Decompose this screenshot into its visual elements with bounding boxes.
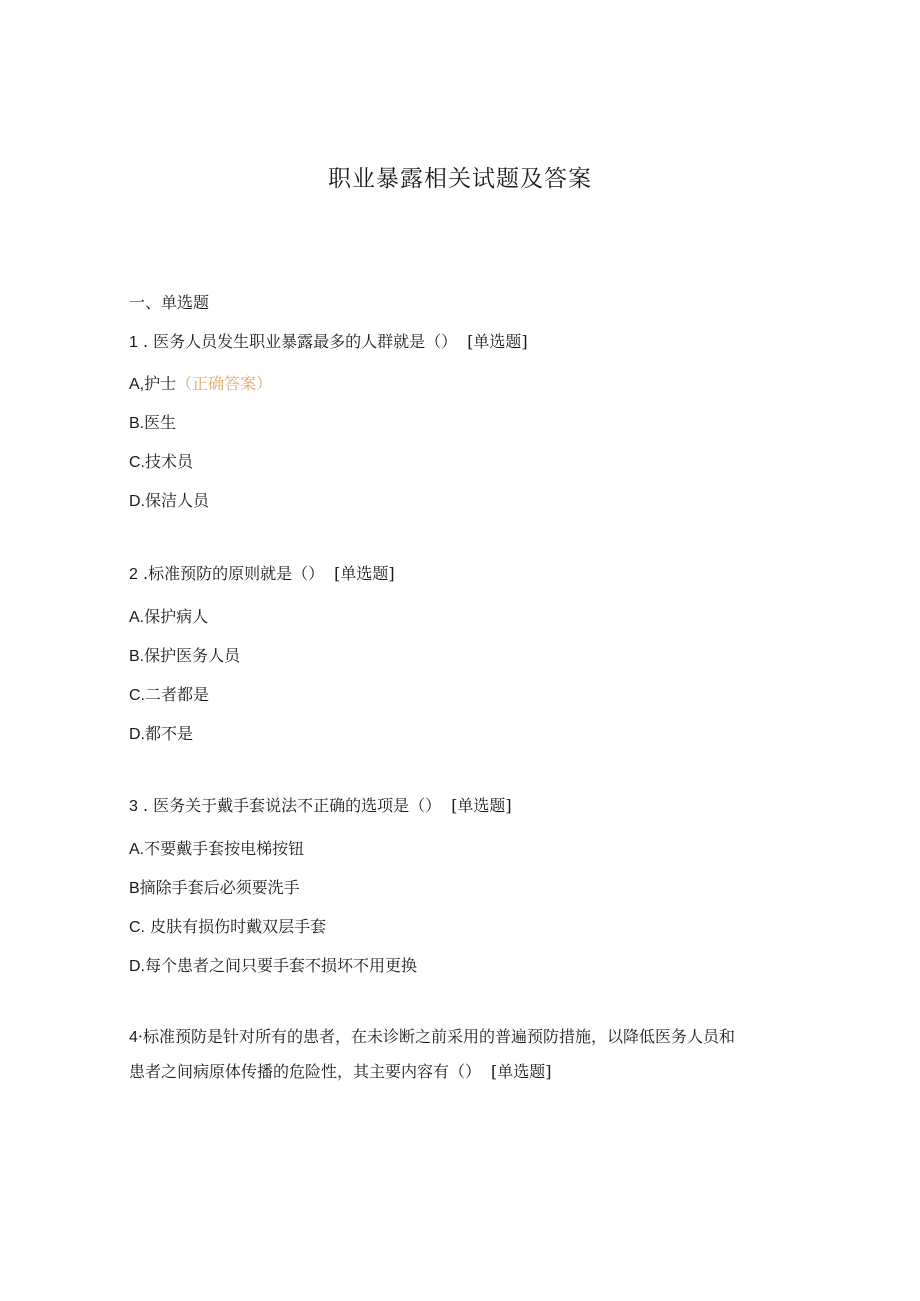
option-letter: B — [129, 880, 140, 897]
question-text: . 医务关于戴手套说法不正确的选项是（） — [143, 796, 442, 815]
option-letter: D. — [129, 493, 145, 510]
option-text: 技术员 — [145, 452, 194, 471]
option-2d — [129, 723, 193, 746]
option-letter: A. — [129, 609, 145, 626]
question-text-line2: 患者之间病原体传播的危险性，其主要内容有（） — [129, 1062, 482, 1081]
option-2a — [129, 606, 208, 629]
option-letter: B. — [129, 415, 145, 432]
option-text: 医生 — [144, 413, 177, 432]
option-text: 二者都是 — [145, 685, 210, 704]
question-text: . 医务人员发生职业暴露最多的人群就是（） — [143, 332, 458, 351]
option-3d — [129, 955, 417, 978]
question-type-tag: [单选题] — [491, 1062, 552, 1081]
question-text: .标准预防的原则就是（） — [143, 564, 325, 583]
option-text: 保洁人员 — [145, 491, 210, 510]
question-3 — [129, 795, 512, 818]
correct-answer-mark: （正确答案） — [176, 374, 273, 393]
question-number: 1 — [129, 334, 138, 351]
question-text-line1: ·标准预防是针对所有的患者，在未诊断之前采用的普遍预防措施，以降低医务人员和 — [137, 1027, 735, 1046]
option-text: 皮肤有损伤时戴双层手套 — [150, 917, 327, 936]
option-letter: D. — [129, 726, 145, 743]
question-1 — [129, 331, 528, 354]
option-text: 护士 — [144, 374, 177, 393]
option-letter: C. — [129, 919, 145, 936]
option-1b — [129, 412, 176, 435]
question-type-tag: [单选题] — [467, 332, 528, 351]
option-letter: B. — [129, 648, 145, 665]
question-4 — [129, 1026, 735, 1049]
question-type-tag: [单选题] — [451, 796, 512, 815]
question-type-tag: [单选题] — [334, 564, 395, 583]
question-2 — [129, 563, 395, 586]
page-title: 职业暴露相关试题及答案 — [328, 166, 592, 192]
question-number: 3 — [129, 798, 138, 815]
option-letter: C. — [129, 687, 145, 704]
option-1c — [129, 451, 193, 474]
option-3b — [129, 877, 300, 900]
option-3a — [129, 838, 304, 861]
option-letter: C. — [129, 454, 145, 471]
option-3c — [129, 916, 326, 939]
option-letter: A, — [129, 376, 145, 393]
option-text: 都不是 — [145, 724, 194, 743]
option-text: 保护医务人员 — [144, 646, 241, 665]
option-text: 每个患者之间只要手套不损坏不用更换 — [145, 956, 418, 975]
option-text: 不要戴手套按电梯按钮 — [144, 839, 305, 858]
option-2c — [129, 684, 209, 707]
question-number: 4 — [129, 1029, 138, 1046]
section-heading: 一、单选题 — [129, 293, 210, 312]
option-letter: D. — [129, 958, 145, 975]
question-number: 2 — [129, 566, 138, 583]
question-4-continuation — [129, 1061, 552, 1083]
option-1d — [129, 490, 209, 513]
option-text: 保护病人 — [144, 607, 209, 626]
option-text: 摘除手套后必须要洗手 — [139, 878, 300, 897]
option-1a — [129, 373, 272, 396]
option-2b — [129, 645, 240, 668]
option-letter: A. — [129, 841, 145, 858]
